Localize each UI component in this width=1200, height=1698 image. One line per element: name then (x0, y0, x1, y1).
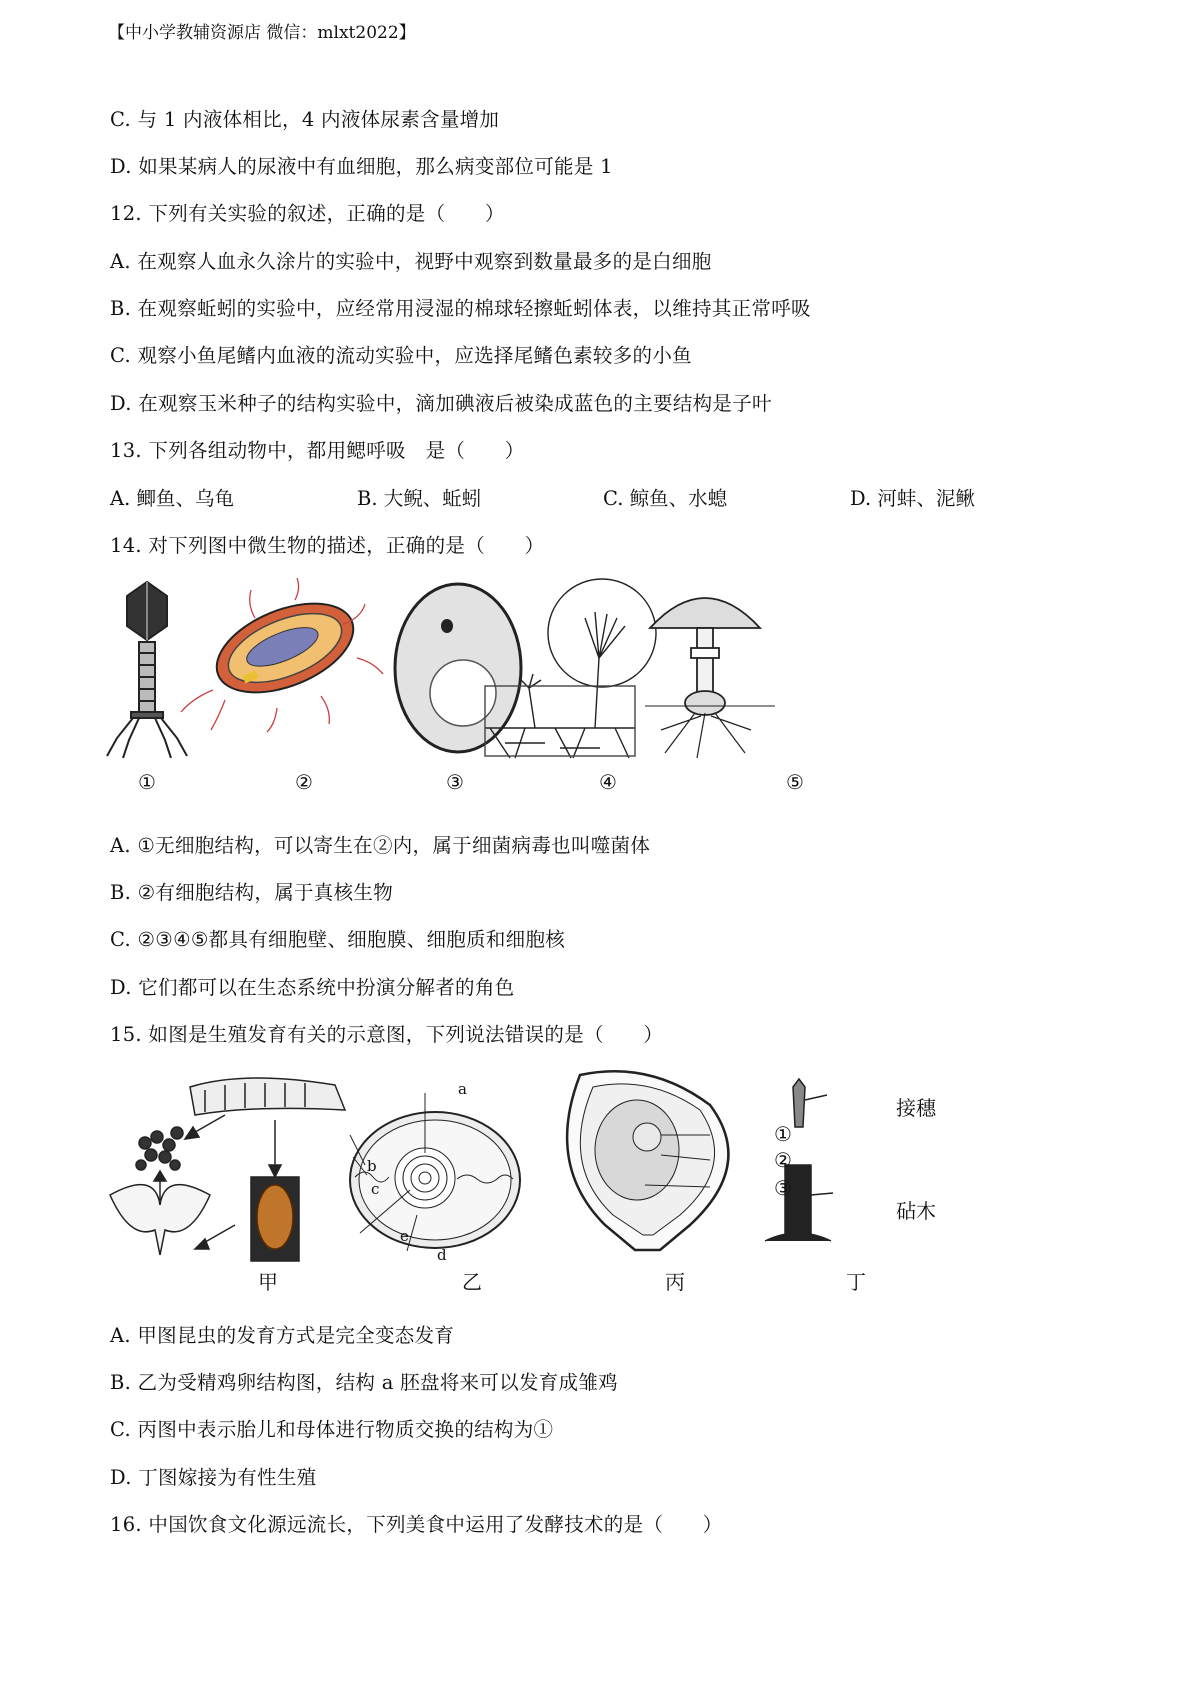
q13-option-c: C. 鲸鱼、水螅 (603, 487, 728, 510)
q14-fig-label-1: ① (138, 770, 156, 794)
bacteriophage-drawing (107, 582, 187, 758)
q14-fig-label-3: ③ (446, 770, 464, 794)
egg-label-a: a (458, 1080, 467, 1098)
q14-option-a: A. ①无细胞结构，可以寄生在②内，属于细菌病毒也叫噬菌体 (110, 834, 651, 857)
bacterium-drawing (181, 578, 383, 732)
q15-option-c: C. 丙图中表示胎儿和母体进行物质交换的结构为① (110, 1418, 554, 1441)
uterus-label-3: ③ (774, 1176, 792, 1200)
q11-option-c: C. 与 1 内液体相比，4 内液体尿素含量增加 (110, 108, 500, 131)
q16-stem: 16. 中国饮食文化源远流长，下列美食中运用了发酵技术的是（ ） (110, 1513, 723, 1536)
q14-stem: 14. 对下列图中微生物的描述，正确的是（ ） (110, 534, 545, 557)
q13-option-b: B. 大鲵、蚯蚓 (357, 487, 482, 510)
q14-microbe-figure (105, 578, 865, 808)
mushroom-drawing (645, 598, 775, 758)
panel-label-ding: 丁 (846, 1270, 866, 1294)
q14-fig-label-4: ④ (599, 770, 617, 794)
q14-option-d: D. 它们都可以在生态系统中扮演分解者的角色 (110, 976, 515, 999)
q15-option-a: A. 甲图昆虫的发育方式是完全变态发育 (110, 1324, 455, 1347)
q15-option-b: B. 乙为受精鸡卵结构图，结构 a 胚盘将来可以发育成雏鸡 (110, 1371, 618, 1394)
q12-option-b: B. 在观察蚯蚓的实验中，应经常用浸湿的棉球轻擦蚯蚓体表，以维持其正常呼吸 (110, 297, 811, 320)
q15-option-d: D. 丁图嫁接为有性生殖 (110, 1466, 317, 1489)
silkworm-lifecycle-drawing (110, 1078, 345, 1261)
q14-fig-label-2: ② (295, 770, 313, 794)
q12-stem: 12. 下列有关实验的叙述，正确的是（ ） (110, 202, 505, 225)
q13-stem: 13. 下列各组动物中，都用鳃呼吸 是（ ） (110, 439, 525, 462)
q14-option-b: B. ②有细胞结构，属于真核生物 (110, 881, 394, 904)
q12-option-c: C. 观察小鱼尾鳍内血液的流动实验中，应选择尾鳍色素较多的小鱼 (110, 344, 692, 367)
panel-label-bing: 丙 (665, 1270, 685, 1294)
graft-label-scion: 接穗 (896, 1096, 936, 1120)
q12-option-a: A. 在观察人血永久涂片的实验中，视野中观察到数量最多的是白细胞 (110, 250, 712, 273)
graft-label-rootstock: 砧木 (896, 1199, 936, 1223)
q12-option-d: D. 在观察玉米种子的结构实验中，滴加碘液后被染成蓝色的主要结构是子叶 (110, 392, 772, 415)
egg-label-d: d (437, 1246, 447, 1264)
q14-option-c: C. ②③④⑤都具有细胞壁、细胞膜、细胞质和细胞核 (110, 928, 566, 951)
q15-reproduction-figure (105, 1065, 965, 1265)
panel-label-jia: 甲 (258, 1270, 278, 1294)
q13-option-d: D. 河蚌、泥鳅 (850, 487, 975, 510)
uterus-label-1: ① (774, 1122, 792, 1146)
egg-label-b: b (367, 1157, 377, 1175)
q11-option-d: D. 如果某病人的尿液中有血细胞，那么病变部位可能是 1 (110, 155, 613, 178)
uterus-fetus-drawing (567, 1071, 728, 1250)
q15-stem: 15. 如图是生殖发育有关的示意图，下列说法错误的是（ ） (110, 1023, 664, 1046)
panel-label-yi: 乙 (462, 1270, 482, 1294)
q14-fig-label-5: ⑤ (786, 770, 804, 794)
q13-option-a: A. 鲫鱼、乌龟 (110, 487, 234, 510)
egg-label-e: e (400, 1227, 409, 1245)
yeast-cell-drawing (395, 584, 521, 752)
uterus-label-2: ② (774, 1148, 792, 1172)
egg-label-c: c (371, 1180, 380, 1198)
page-header-watermark: 【中小学教辅资源店 微信：mlxt2022】 (108, 23, 416, 43)
